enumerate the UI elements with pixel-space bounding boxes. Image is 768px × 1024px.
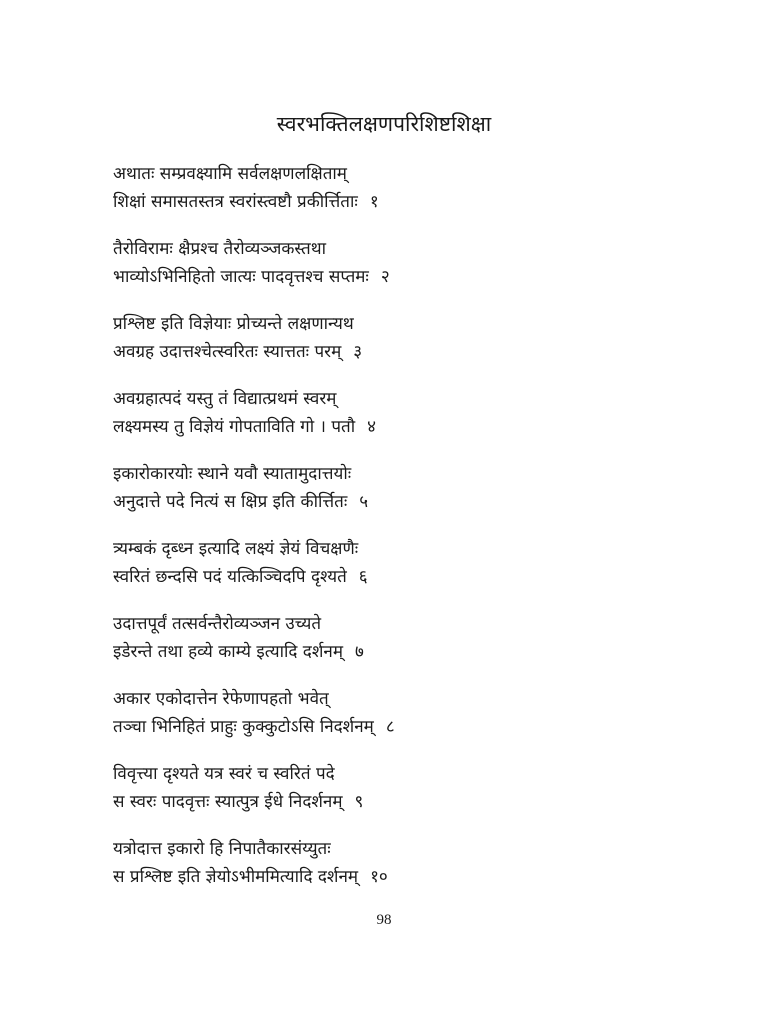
- verse-number: ५: [359, 492, 369, 512]
- verse-8: [113, 685, 673, 760]
- verse-list: [113, 160, 673, 910]
- verse-line: [113, 563, 673, 591]
- verse-line-text: इडेरन्ते तथा हव्ये काम्ये इत्यादि दर्शनम्: [113, 642, 343, 662]
- verse-line-text: स स्वरः पादवृत्तः स्यात्पुत्र ईधे निदर्शनम्: [113, 792, 343, 812]
- verse-number: ९: [354, 792, 364, 812]
- verse-line: [113, 863, 673, 891]
- verse-line: अकार एकोदात्तेन रेफेणापहतो भवेत्: [113, 689, 329, 709]
- verse-number: ७: [355, 642, 364, 662]
- verse-number: १: [369, 192, 379, 212]
- verse-line-text: लक्ष्यमस्य तु विज्ञेयं गोपताविति गो । पतौ: [113, 417, 356, 437]
- verse-line: इकारोकारयोः स्थाने यवौ स्यातामुदात्तयोः: [113, 464, 352, 484]
- verse-6: [113, 535, 673, 610]
- verse-line: [113, 338, 673, 366]
- verse-9: [113, 760, 673, 835]
- verse-4: [113, 385, 673, 460]
- verse-line: [113, 713, 673, 741]
- verse-line: उदात्तपूर्वं तत्सर्वन्तैरोव्यञ्जन उच्यते: [113, 614, 322, 634]
- verse-10: [113, 835, 673, 910]
- verse-line: अवग्रहात्पदं यस्तु तं विद्यात्प्रथमं स्वरम्: [113, 389, 337, 409]
- page-title: स्वरभक्तिलक्षणपरिशिष्टशिक्षा: [276, 112, 492, 136]
- verse-line: प्रश्लिष्ट इति विज्ञेयाः प्रोच्यन्ते लक्षणान्यथ: [113, 314, 354, 334]
- verse-3: [113, 310, 673, 385]
- verse-line: त्र्यम्बकं दृब्ध्न इत्यादि लक्ष्यं ज्ञेयं विचक्षणैः: [113, 539, 359, 559]
- verse-1: [113, 160, 673, 235]
- verse-number: ३: [353, 342, 363, 362]
- verse-line: [113, 263, 673, 291]
- verse-number: ४: [367, 417, 376, 437]
- verse-line-text: भाव्योऽभिनिहितो जात्यः पादवृत्तश्च सप्तमः: [113, 267, 369, 287]
- verse-number: २: [380, 267, 390, 287]
- verse-number: १०: [370, 867, 388, 887]
- verse-line: अथातः सम्प्रवक्ष्यामि सर्वलक्षणलक्षिताम्: [113, 164, 347, 184]
- verse-line: [113, 413, 673, 441]
- verse-line: तैरोविरामः क्षैप्रश्च तैरोव्यञ्जकस्तथा: [113, 239, 327, 259]
- verse-line-text: अवग्रह उदात्तश्चेत्स्वरितः स्यात्ततः परम्: [113, 342, 342, 362]
- verse-line-text: स प्रश्लिष्ट इति ज्ञेयोऽभीममित्यादि दर्शनम्: [113, 867, 359, 887]
- verse-line: [113, 638, 673, 666]
- verse-line-text: स्वरितं छन्दसि पदं यत्किञ्चिदपि दृश्यते: [113, 567, 347, 587]
- verse-2: [113, 235, 673, 310]
- verse-line-text: अनुदात्ते पदे नित्यं स क्षिप्र इति कीर्त्तितः: [113, 492, 348, 512]
- verse-5: [113, 460, 673, 535]
- verse-line-text: शिक्षां समासतस्तत्र स्वरांस्त्वष्टौ प्रकीर्त्तिताः: [113, 192, 358, 212]
- verse-line: यत्रोदात्त इकारो हि निपातैकारसंय्युतः: [113, 839, 331, 859]
- verse-line: विवृत्त्या दृश्यते यत्र स्वरं च स्वरितं पदे: [113, 764, 335, 784]
- verse-line: [113, 188, 673, 216]
- verse-number: ८: [385, 717, 395, 737]
- verse-line: [113, 788, 673, 816]
- verse-number: ६: [358, 567, 368, 587]
- page-number: 98: [376, 912, 392, 928]
- verse-line-text: तञ्चा भिनिहितं प्राहुः कुक्कुटोऽसि निदर्शनम्: [113, 717, 374, 737]
- verse-7: [113, 610, 673, 685]
- verse-line: [113, 488, 673, 516]
